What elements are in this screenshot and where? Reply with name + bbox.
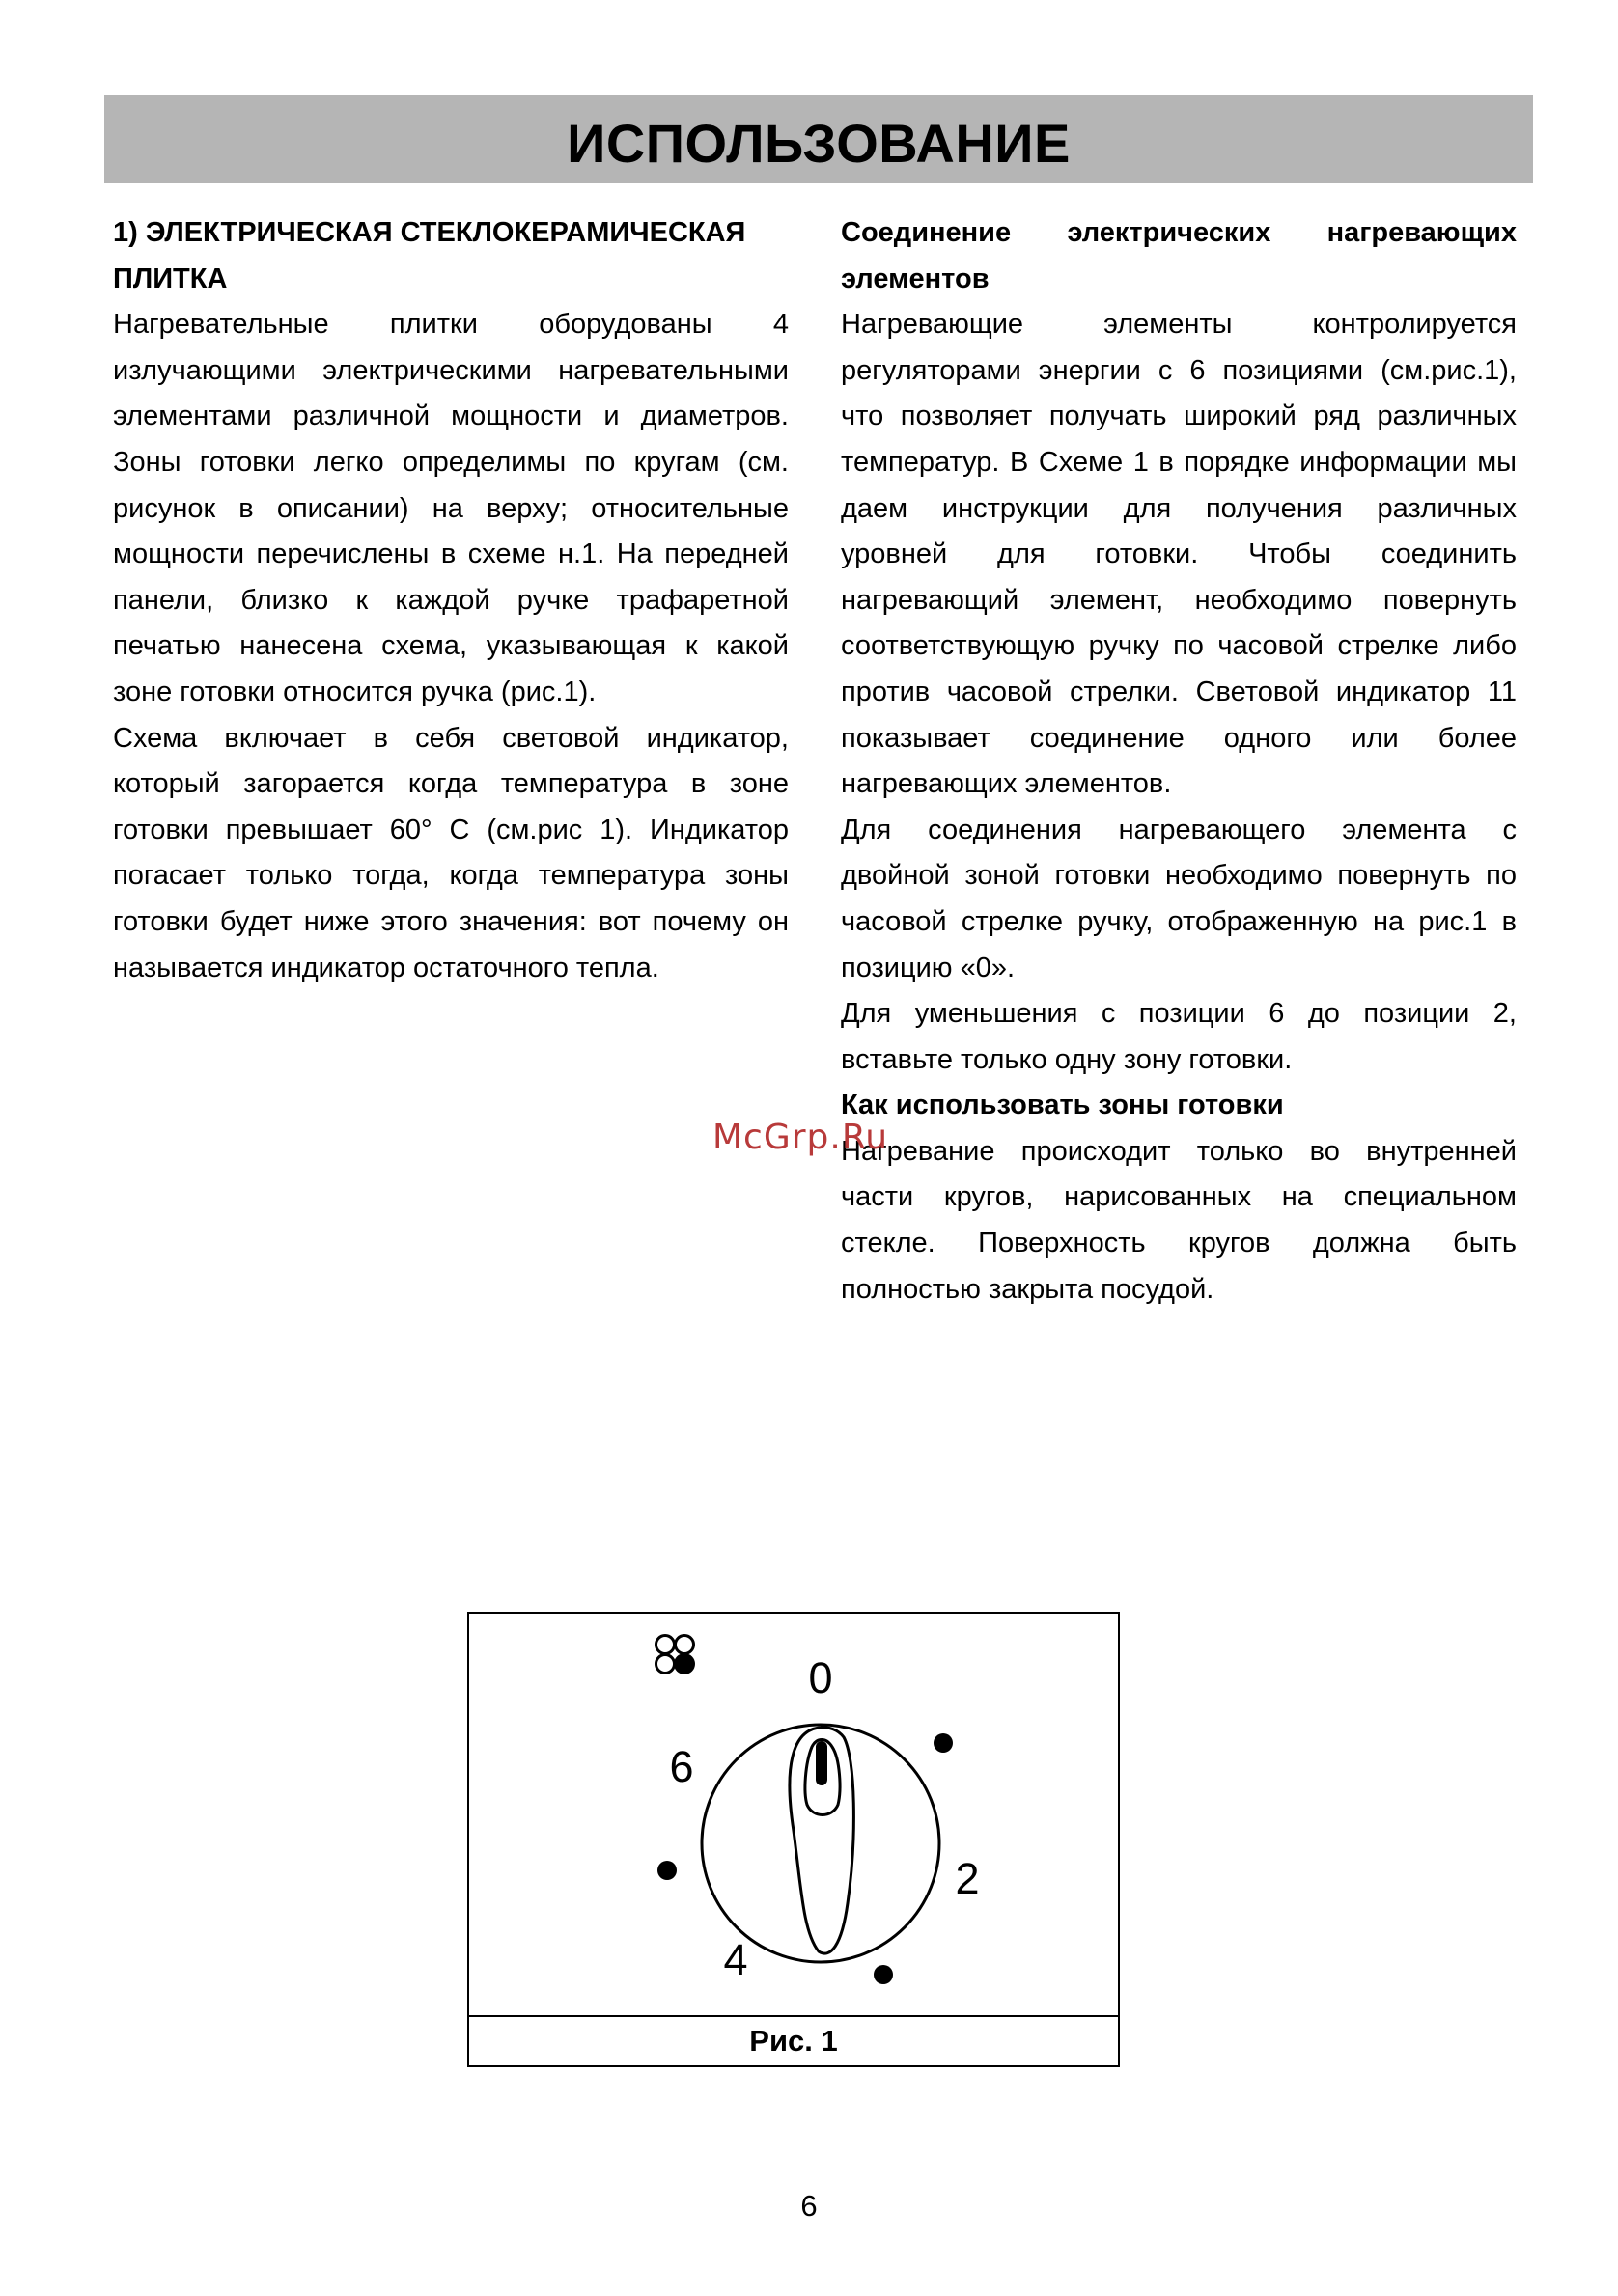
paragraph-reduce-position: Для уменьшения с позиции 6 до позиции 2, вставьте только одну зону готовки. — [841, 998, 1517, 1075]
paragraph-energy-regulators: Нагревающие элементы контролируется регуляторами энергии с 6 позициями (см.рис.1), что позволяет получать широкий ряд различных температур. В Схеме 1 в порядке информации мы даем инструкции для получения различных уровней для готовки. Чтобы соединить нагревающий элемент, необходимо повернуть соответствующую ручку по часовой стрелке либо против часовой стрелки. Световой индикатор 11 показывает соединение одного или более нагревающих элементов. — [841, 309, 1517, 800]
watermark: McGrp.Ru — [712, 1118, 889, 1157]
dial-label-zero: 0 — [808, 1653, 833, 1702]
dial-position-dot — [874, 1965, 893, 1984]
dial-position-dot — [934, 1733, 953, 1753]
left-column — [113, 210, 789, 991]
section-heading-using-zones: Как использовать зоны готовки — [841, 1090, 1284, 1121]
dial-label-two: 2 — [955, 1854, 980, 1903]
section-heading-glass-ceramic: 1) ЭЛЕКТРИЧЕСКАЯ СТЕКЛОКЕРАМИЧЕСКАЯ ПЛИТКА — [113, 217, 746, 294]
figure-1 — [467, 1612, 1120, 2067]
page-number: 6 — [800, 2189, 818, 2223]
section-heading-connecting-elements: Соединение электрических нагревающих элементов — [841, 217, 1517, 294]
paragraph-heating-circles: Нагревание происходит только во внутренней части кругов, нарисованных на специальном стекле. Поверхность кругов должна быть полностью закрыта посудой. — [841, 1135, 1517, 1305]
figure-caption — [469, 2015, 1118, 2065]
dial-label-six: 6 — [669, 1742, 694, 1791]
dial-position-dot — [657, 1861, 677, 1880]
page-title: ИСПОЛЬЗОВАНИЕ — [567, 112, 1071, 174]
knob-indicator-line — [816, 1741, 827, 1785]
dial-label-four: 4 — [723, 1935, 748, 1984]
paragraph-double-zone: Для соединения нагревающего элемента с двойной зоной готовки необходимо повернуть по часовой стрелке ручку, отображенную на рис.1 в позицию «0». — [841, 814, 1517, 983]
paragraph-residual-heat-indicator: Схема включает в себя световой индикатор, который загорается когда температура в зоне готовки превышает 60° С (см.рис 1). Индикатор погасает только тогда, когда температура зоны готовки будет ниже этого значения: вот почему он называется индикатор остаточного тепла. — [113, 722, 789, 983]
figure-caption-text: Рис. 1 — [749, 2024, 838, 2058]
right-column — [841, 210, 1517, 1313]
cooking-zones-icon — [656, 1636, 696, 1675]
header-bar — [104, 95, 1533, 183]
dial-diagram — [469, 1614, 1122, 2019]
paragraph-heating-elements: Нагревательные плитки оборудованы 4 излучающими электрическими нагревательными элементами различной мощности и диаметров. Зоны готовки легко определимы по кругам (см. рисунок в описании) на верху; относительные мощности перечислены в схеме н.1. На передней панели, близко к каждой ручке трафаретной печатью нанесена схема, указывающая к какой зоне готовки относится ручка (рис.1). — [113, 309, 789, 707]
